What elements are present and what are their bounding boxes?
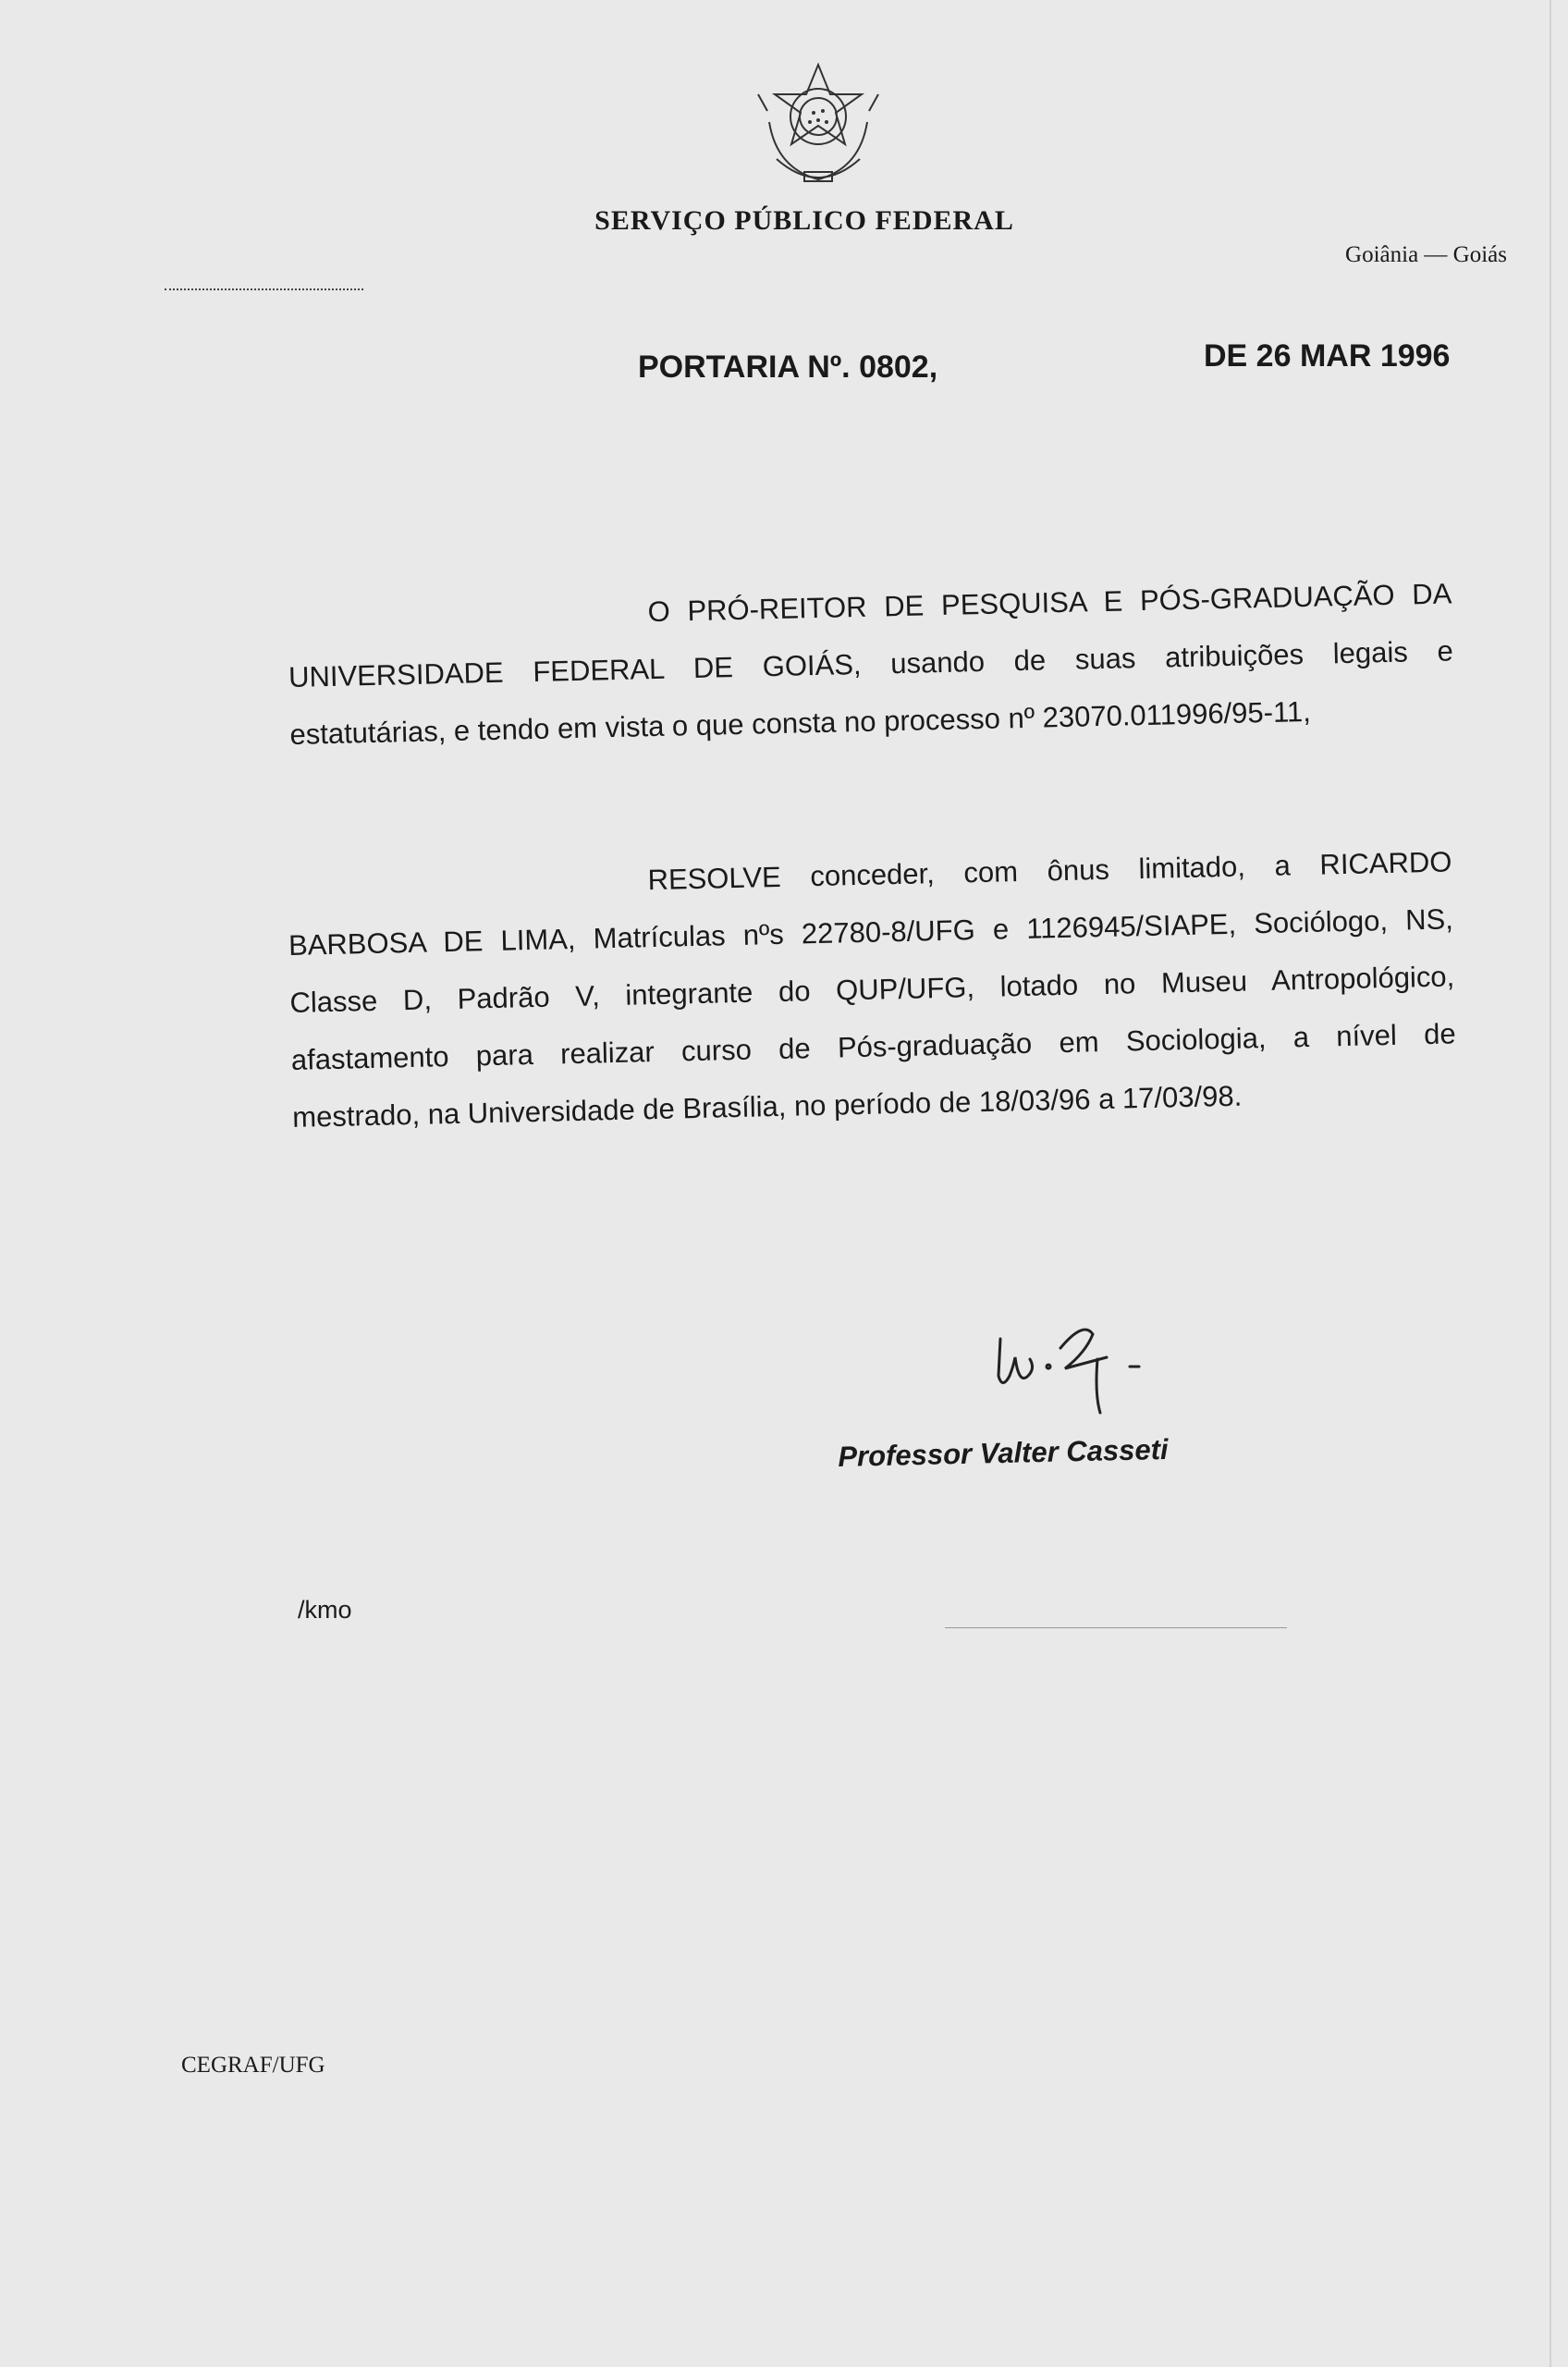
page-edge	[1550, 0, 1551, 2367]
resolution-paragraph	[287, 833, 1458, 1147]
paragraph-line: RESOLVE conceder, com ônus limitado, a RICARDO	[647, 845, 1452, 897]
paragraph-line: Classe D, Padrão V, integrante do QUP/UFG, lotado no Museu Antropológico,	[289, 960, 1455, 1019]
portaria-number: PORTARIA Nº. 0802,	[638, 350, 938, 385]
service-header: SERVIÇO PÚBLICO FEDERAL	[594, 205, 1014, 236]
dotted-divider	[165, 288, 363, 290]
paragraph-line: UNIVERSIDADE FEDERAL DE GOIÁS, usando de suas atribuições legais e	[288, 634, 1454, 693]
handwritten-signature	[982, 1302, 1204, 1422]
paragraph-line: estatutárias, e tendo em vista o que consta no processo nº 23070.011996/95-11,	[289, 694, 1312, 751]
paragraph-line: BARBOSA DE LIMA, Matrículas nºs 22780-8/UFG e 1126945/SIAPE, Sociólogo, NS,	[288, 902, 1454, 962]
signer-name: Professor Valter Casseti	[838, 1432, 1169, 1473]
paragraph-line: mestrado, na Universidade de Brasília, no período de 18/03/96 a 17/03/98.	[291, 1079, 1243, 1134]
typist-initials: /kmo	[298, 1596, 352, 1624]
faint-rule	[945, 1627, 1287, 1628]
paragraph-line: O PRÓ-REITOR DE PESQUISA E PÓS-GRADUAÇÃO DA	[647, 577, 1452, 629]
national-coat-of-arms-emblem	[749, 57, 888, 205]
portaria-date: DE 26 MAR 1996	[1204, 338, 1451, 374]
city-state-line: Goiânia — Goiás	[1345, 242, 1507, 267]
preamble-paragraph	[287, 565, 1455, 764]
printer-code: CEGRAF/UFG	[181, 2053, 325, 2078]
paragraph-line: afastamento para realizar curso de Pós-graduação em Sociologia, a nível de	[290, 1017, 1456, 1076]
